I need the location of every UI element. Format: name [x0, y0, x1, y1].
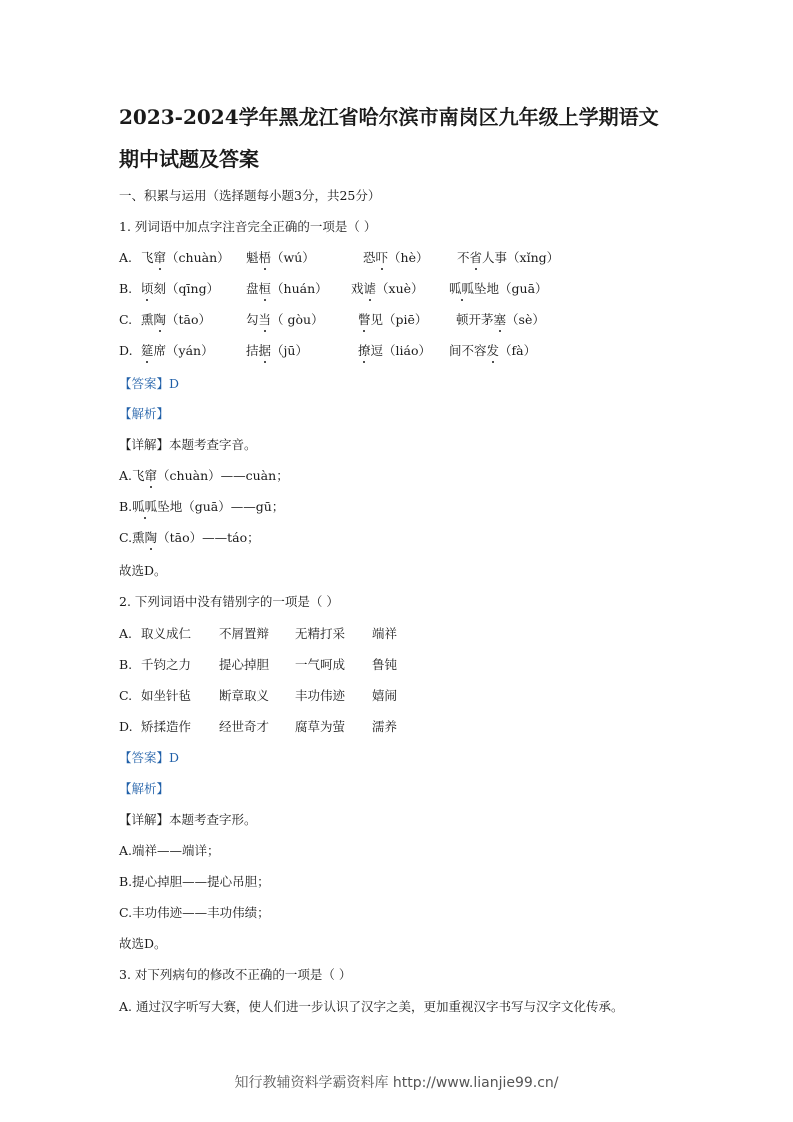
q1-stem: 1. 列词语中加点字注音完全正确的一项是（ ）: [119, 219, 377, 234]
q2-note: A.端祥——端详；: [119, 843, 220, 858]
footer-source: 知行教辅资料学霸资料库 http://www.lianjie99.cn/: [234, 1075, 559, 1091]
q2-note: B.提心掉胆——提心吊胆；: [119, 874, 270, 889]
section-heading: 一、积累与运用（选择题每小题3分，共25分）: [119, 188, 381, 203]
q2-option-label: C.: [119, 688, 133, 703]
q1-option-label: D.: [119, 343, 133, 358]
document-title-line1: 2023-2024学年黑龙江省哈尔滨市南岗区九年级上学期语文: [119, 105, 659, 129]
q2-option-item: 濡养: [372, 719, 398, 734]
q2-analysis-label: 【解析】: [119, 781, 170, 796]
q2-option-item: 提心掉胆: [219, 657, 270, 672]
q1-option-item: 瞥见（piē）: [358, 312, 428, 327]
q2-option-item: 鲁钝: [372, 657, 398, 672]
q2-option-item: 断章取义: [219, 688, 270, 703]
q1-option-item: 筵席（yán）: [141, 343, 214, 358]
q3-stem: 3. 对下列病句的修改不正确的一项是（ ）: [119, 967, 352, 982]
q2-option-item: 经世奇才: [219, 719, 270, 734]
q2-option-item: 千钧之力: [141, 657, 192, 672]
q1-option-item: 撩逗（liáo）: [358, 343, 431, 358]
q1-option-item: 盘桓（huán）: [246, 281, 328, 296]
q1-option-label: B.: [119, 281, 133, 296]
q2-conclusion: 故选D。: [119, 936, 167, 951]
q1-option-item: 恐吓（hè）: [363, 250, 429, 265]
document-title-line2: 期中试题及答案: [119, 147, 259, 171]
q1-option-item: 熏陶（tāo）: [141, 312, 212, 327]
q1-option-item: 顿开茅塞（sè）: [456, 312, 545, 327]
q2-option-item: 不屑置辩: [219, 626, 270, 641]
q2-option-item: 矫揉造作: [141, 719, 192, 734]
q1-note: C.熏陶（tāo）——táo；: [119, 530, 260, 545]
q2-option-item: 丰功伟迹: [295, 688, 346, 703]
q1-option-item: 拮据（jū）: [246, 343, 308, 358]
q1-option-item: 魁梧（wú）: [246, 250, 315, 265]
q2-option-item: 取义成仁: [141, 626, 192, 641]
q2-note: C.丰功伟迹——丰功伟绩；: [119, 905, 270, 920]
q1-analysis-label: 【解析】: [119, 406, 170, 421]
q1-option-item: 间不容发（fà）: [449, 343, 537, 358]
q1-note: A.飞窜（chuàn）——cuàn；: [119, 468, 289, 483]
q1-detail: 【详解】本题考查字音。: [119, 437, 257, 452]
q1-option-item: 勾当（ gòu）: [246, 312, 324, 327]
q1-option-item: 顷刻（qīng）: [141, 281, 220, 296]
q1-option-item: 飞窜（chuàn）: [141, 250, 230, 265]
q1-option-item: 戏谑（xuè）: [351, 281, 424, 296]
q2-option-label: B.: [119, 657, 133, 672]
q2-option-item: 无精打采: [295, 626, 346, 641]
q1-conclusion: 故选D。: [119, 563, 167, 578]
q2-option-item: 嬉闹: [372, 688, 398, 703]
q1-option-item: 呱呱坠地（guā）: [449, 281, 548, 296]
q1-option-label: C.: [119, 312, 133, 327]
q2-stem: 2. 下列词语中没有错别字的一项是（ ）: [119, 594, 339, 609]
q2-option-item: 端祥: [372, 626, 398, 641]
q2-option-item: 腐草为萤: [295, 719, 346, 734]
q1-option-item: 不省人事（xǐng）: [457, 250, 560, 265]
q2-detail: 【详解】本题考查字形。: [119, 812, 257, 827]
q2-option-label: D.: [119, 719, 133, 734]
q1-answer: 【答案】D: [119, 376, 180, 391]
q1-option-label: A.: [119, 250, 133, 265]
q2-answer: 【答案】D: [119, 750, 180, 765]
q3-option-a: A. 通过汉字听写大赛，使人们进一步认识了汉字之美，更加重视汉字书写与汉字文化传承。: [119, 999, 624, 1014]
q1-note: B.呱呱坠地（guā）——gū；: [119, 499, 285, 514]
q2-option-item: 如坐针毡: [141, 688, 192, 703]
q2-option-item: 一气呵成: [295, 657, 346, 672]
q2-option-label: A.: [119, 626, 133, 641]
